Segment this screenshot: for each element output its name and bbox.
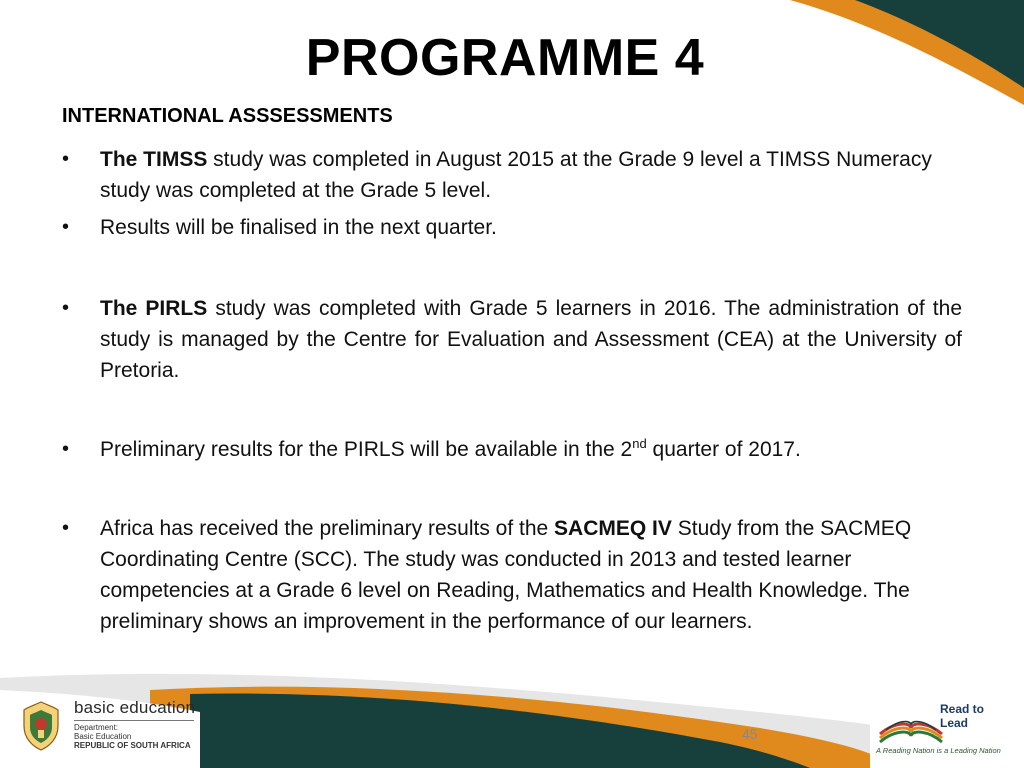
bullet-list [62, 144, 962, 637]
read-to-lead-tagline: A Reading Nation is a Leading Nation [876, 746, 1001, 755]
section-heading: INTERNATIONAL ASSSESSMENTS [62, 105, 393, 127]
slide-title: PROGRAMME 4 [305, 29, 705, 87]
bullet-superscript: nd [632, 436, 647, 451]
bullet-icon: • [62, 438, 70, 460]
logo-line2: Basic Education [74, 732, 132, 741]
bullet-icon: • [62, 297, 70, 319]
logo-name: basic education [74, 698, 196, 717]
bullet-icon: • [62, 148, 70, 170]
logo-divider [74, 720, 194, 721]
bullet-text: study was completed in August 2015 at the Grade 9 level a TIMSS Numeracy study was completed at the Grade 5 level. [100, 148, 932, 202]
bullet-text-after: Study from the SACMEQ Coordinating Centre (SCC). The study was conducted in 2013 and tested learner competencies at a Grade 6 level on Reading, Mathematics and Health Knowledge. The preliminary shows an improvement in the performance of our learners. [100, 517, 912, 633]
bullet-icon: • [62, 216, 70, 238]
read-to-lead-logo [874, 700, 1014, 758]
coat-of-arms-icon [20, 700, 62, 752]
bullet-text: Preliminary results for the PIRLS will be available in the 2 [100, 438, 633, 461]
bullet-preliminary [62, 434, 962, 465]
bullet-text: Africa has received the preliminary results of the [100, 517, 555, 540]
bullet-text: study was completed with Grade 5 learners in 2016. The administration of the study is managed by the Centre for Evaluation and Assessment (CEA) at the University of Pretoria. [100, 297, 962, 382]
page-number: 45 [742, 726, 758, 742]
open-book-icon [876, 704, 946, 744]
bullet-pirls [62, 293, 962, 386]
bullet-icon: • [62, 517, 70, 539]
read-to-lead-title: Read to Lead [940, 702, 985, 730]
bullet-timss [62, 144, 962, 206]
logo-line3: REPUBLIC OF SOUTH AFRICA [74, 741, 191, 750]
bullet-results [62, 212, 962, 243]
bullet-bold-text: SACMEQ IV [554, 517, 672, 540]
bullet-text: Results will be finalised in the next quarter. [100, 216, 497, 239]
bullet-sacmeq [62, 513, 962, 637]
bullet-bold-text: The TIMSS [100, 148, 208, 171]
logo-line1: Department: [74, 723, 119, 732]
bullet-text-after: quarter of 2017. [646, 438, 801, 461]
bullet-bold-text: The PIRLS [100, 297, 208, 320]
basic-education-logo [20, 698, 200, 758]
